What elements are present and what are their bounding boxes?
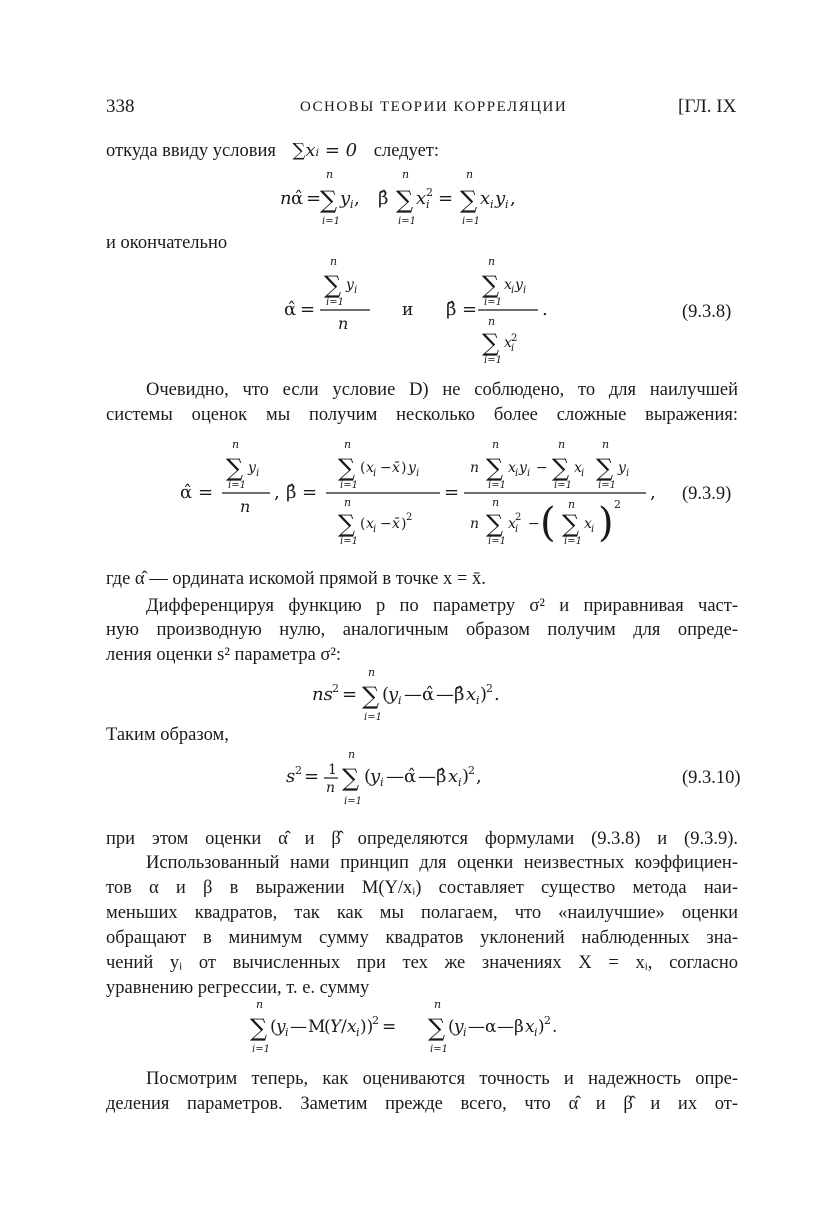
- svg-text:∑: ∑: [482, 329, 500, 357]
- condition-formula: ∑xᵢ = 0: [292, 140, 358, 161]
- svg-text:n: n: [344, 438, 352, 451]
- svg-text:=: =: [444, 482, 460, 503]
- svg-text:—: —: [290, 1017, 307, 1037]
- svg-text:∑: ∑: [486, 454, 504, 482]
- svg-text:n: n: [330, 255, 338, 268]
- text-line: Посмотрим теперь, как оцениваются точность и надежность опре-: [146, 1069, 738, 1089]
- svg-text:n: n: [568, 498, 576, 511]
- svg-text:−: −: [536, 460, 548, 476]
- svg-text:β: β: [514, 1017, 524, 1037]
- svg-text:x: x: [508, 516, 516, 532]
- svg-text:i: i: [511, 285, 515, 296]
- svg-text:i: i: [350, 198, 354, 211]
- svg-text:β̂: β̂: [378, 188, 389, 209]
- svg-text:x: x: [574, 460, 582, 476]
- svg-text:∑: ∑: [338, 454, 356, 482]
- text-span: откуда ввиду условия: [106, 141, 276, 161]
- svg-text:,: ,: [510, 188, 516, 209]
- running-title: ОСНОВЫ ТЕОРИИ КОРРЕЛЯЦИИ: [300, 99, 568, 115]
- svg-text:x: x: [584, 516, 592, 532]
- svg-text:y: y: [388, 684, 399, 705]
- svg-text:β̂: β̂: [436, 766, 447, 787]
- svg-text:i=1: i=1: [340, 480, 358, 491]
- svg-text:): ): [462, 766, 470, 787]
- svg-text:n: n: [402, 168, 410, 181]
- svg-text:n: n: [492, 438, 500, 451]
- svg-text:s: s: [286, 766, 296, 787]
- svg-text:2: 2: [372, 1014, 379, 1027]
- svg-text:∑: ∑: [482, 271, 500, 299]
- svg-text:(: (: [364, 766, 372, 787]
- svg-text:i=1: i=1: [598, 480, 616, 491]
- svg-text:α̂: α̂: [180, 482, 193, 503]
- svg-text:2: 2: [511, 333, 518, 344]
- svg-text:,: ,: [476, 766, 482, 787]
- svg-text:n: n: [338, 314, 349, 333]
- svg-text:=: =: [198, 482, 214, 503]
- text-line: ную производную нулю, аналогичным образом получим для опреде-: [106, 620, 738, 640]
- svg-text:n: n: [344, 496, 352, 509]
- svg-text:α̂: α̂: [422, 684, 435, 705]
- svg-text:i=1: i=1: [344, 796, 362, 807]
- svg-text:n: n: [256, 998, 264, 1011]
- svg-text:−: −: [528, 516, 540, 532]
- svg-text:/: /: [341, 1017, 347, 1037]
- svg-text:y: y: [515, 277, 523, 293]
- svg-text:β̂: β̂: [446, 299, 457, 320]
- svg-text:,: ,: [274, 482, 280, 503]
- svg-text:∑: ∑: [486, 510, 504, 538]
- svg-text:n: n: [326, 168, 334, 181]
- svg-text:,: ,: [650, 482, 656, 503]
- svg-text:−: −: [380, 460, 392, 476]
- text-line: деления параметров. Заметим прежде всего, что α̂ и β̂ и их от-: [106, 1094, 738, 1114]
- svg-text:n: n: [470, 460, 480, 476]
- equation-number: (9.3.8): [682, 302, 732, 322]
- svg-text:i=1: i=1: [488, 536, 506, 547]
- svg-text:∑: ∑: [226, 454, 244, 482]
- svg-text:)): )): [360, 1017, 374, 1037]
- svg-text:n: n: [470, 516, 480, 532]
- svg-text:=: =: [304, 766, 320, 787]
- equation-9-3-10: [284, 746, 564, 812]
- svg-text:(: (: [270, 1017, 277, 1037]
- svg-text:i: i: [515, 468, 519, 479]
- svg-text:n: n: [232, 438, 240, 451]
- text-span: следует:: [373, 141, 440, 161]
- svg-text:—: —: [497, 1017, 514, 1037]
- svg-text:i: i: [354, 285, 358, 296]
- svg-text:(: (: [382, 684, 390, 705]
- svg-text:): ): [401, 516, 407, 532]
- svg-text:∑: ∑: [320, 186, 338, 214]
- svg-text:n: n: [602, 438, 610, 451]
- svg-text:n: n: [280, 188, 292, 209]
- svg-text:n: n: [240, 497, 251, 516]
- svg-text:∑: ∑: [552, 454, 570, 482]
- svg-text:=: =: [300, 299, 316, 320]
- text-line: системы оценок мы получим несколько более сложные выражения:: [106, 405, 738, 425]
- svg-text:α: α: [485, 1017, 497, 1037]
- svg-text:x̄: x̄: [392, 460, 400, 476]
- svg-text:i: i: [511, 343, 515, 354]
- svg-text:=: =: [306, 188, 322, 209]
- svg-text:x: x: [480, 188, 491, 209]
- svg-text:i: i: [591, 524, 595, 535]
- chapter-label: [ГЛ. IX: [678, 96, 737, 117]
- svg-text:2: 2: [468, 764, 475, 777]
- equation-number: (9.3.9): [682, 484, 732, 504]
- text-line: Очевидно, что если условие D) не соблюдено, то для наилучшей: [146, 380, 738, 400]
- svg-text:—: —: [468, 1017, 485, 1037]
- svg-text:β̂: β̂: [454, 684, 465, 705]
- svg-text:n: n: [492, 496, 500, 509]
- svg-text:y: y: [346, 277, 354, 293]
- svg-text:n: n: [558, 438, 566, 451]
- svg-text:y: y: [370, 766, 381, 787]
- svg-text:i=1: i=1: [484, 297, 502, 308]
- svg-text:x̄: x̄: [392, 516, 400, 532]
- svg-text:2: 2: [295, 764, 302, 777]
- svg-text:.: .: [494, 684, 500, 705]
- svg-text:—: —: [404, 684, 422, 705]
- svg-text:—: —: [386, 766, 404, 787]
- svg-text:β̂: β̂: [286, 482, 297, 503]
- svg-text:n: n: [348, 748, 356, 761]
- svg-text:i: i: [256, 468, 260, 479]
- svg-text:2: 2: [544, 1014, 551, 1027]
- equation-9-3-9: [178, 436, 678, 554]
- svg-text:(: (: [448, 1017, 455, 1037]
- text-line: тов α и β в выражении M(Y/xᵢ) составляет существо метода наи-: [106, 878, 738, 898]
- svg-text:i: i: [416, 468, 420, 479]
- svg-text:n: n: [434, 998, 442, 1011]
- svg-text:2: 2: [426, 186, 433, 199]
- svg-text:i: i: [373, 524, 377, 535]
- svg-text:i: i: [398, 694, 402, 707]
- svg-text:2: 2: [614, 498, 621, 511]
- svg-text:y: y: [408, 460, 416, 476]
- text-line: уравнению регрессии, т. е. сумму: [106, 978, 370, 998]
- svg-text:=: =: [438, 188, 454, 209]
- svg-text:=: =: [342, 684, 358, 705]
- svg-text:x: x: [366, 460, 374, 476]
- svg-text:.: .: [542, 299, 548, 320]
- svg-text:y: y: [340, 188, 351, 209]
- svg-text:): ): [401, 460, 407, 476]
- svg-text:∑: ∑: [342, 764, 360, 792]
- svg-text:x: x: [366, 516, 374, 532]
- svg-text:i: i: [527, 468, 531, 479]
- svg-text:i=1: i=1: [488, 480, 506, 491]
- equation-least-squares: [248, 998, 608, 1056]
- svg-text:x: x: [466, 684, 477, 705]
- svg-text:−: −: [380, 516, 392, 532]
- svg-text:ns: ns: [312, 684, 333, 705]
- svg-text:i: i: [534, 1026, 538, 1039]
- svg-text:α̂: α̂: [284, 299, 297, 320]
- svg-text:i: i: [490, 198, 494, 211]
- svg-text:2: 2: [406, 512, 413, 523]
- svg-text:i=1: i=1: [430, 1044, 448, 1055]
- svg-text:y: y: [519, 460, 527, 476]
- svg-text:(: (: [360, 516, 366, 532]
- svg-text:): ): [598, 500, 614, 546]
- svg-text:∑: ∑: [562, 510, 580, 538]
- svg-text:=: =: [382, 1017, 397, 1037]
- svg-text:—: —: [436, 684, 454, 705]
- svg-text:(: (: [360, 460, 366, 476]
- svg-text:∑: ∑: [428, 1014, 446, 1042]
- svg-text:i=1: i=1: [252, 1044, 270, 1055]
- svg-text:i=1: i=1: [398, 216, 416, 227]
- svg-text:M: M: [308, 1017, 326, 1037]
- equation-9-3-8: [280, 255, 580, 367]
- svg-text:—: —: [418, 766, 436, 787]
- svg-text:(: (: [324, 1017, 331, 1037]
- svg-text:i: i: [476, 694, 480, 707]
- svg-text:i=1: i=1: [564, 536, 582, 547]
- normal-equations: [270, 168, 590, 230]
- svg-text:x: x: [508, 460, 516, 476]
- svg-text:i: i: [463, 1026, 467, 1039]
- svg-text:i: i: [626, 468, 630, 479]
- svg-text:x: x: [347, 1017, 357, 1037]
- svg-text:2: 2: [486, 682, 493, 695]
- svg-text:α̂: α̂: [404, 766, 417, 787]
- svg-text:y: y: [495, 188, 506, 209]
- svg-text:i: i: [380, 776, 384, 789]
- svg-text:i=1: i=1: [326, 297, 344, 308]
- svg-text:y: y: [248, 460, 256, 476]
- svg-text:и: и: [402, 300, 414, 320]
- page-number: 338: [106, 96, 135, 117]
- text-line: где α̂ — ордината искомой прямой в точке x = x̄.: [106, 569, 486, 589]
- equation-number: (9.3.10): [682, 768, 741, 788]
- svg-text:i=1: i=1: [340, 536, 358, 547]
- text-line: [106, 142, 439, 161]
- svg-text:n: n: [488, 315, 496, 328]
- svg-text:α̂: α̂: [291, 188, 304, 209]
- svg-text:i=1: i=1: [228, 480, 246, 491]
- svg-text:x: x: [416, 188, 427, 209]
- svg-text:): ): [538, 1017, 545, 1037]
- svg-text:n: n: [466, 168, 474, 181]
- svg-text:x: x: [504, 335, 512, 351]
- svg-text:1: 1: [328, 762, 337, 778]
- text-line: и окончательно: [106, 233, 228, 253]
- text-line: чений yᵢ от вычисленных при тех же значениях X = xᵢ, согласно: [106, 953, 738, 973]
- text-line: Использованный нами принцип для оценки неизвестных коэффициен-: [146, 853, 738, 873]
- svg-text:i: i: [505, 198, 509, 211]
- svg-text:i=1: i=1: [322, 216, 340, 227]
- svg-text:=: =: [462, 299, 478, 320]
- svg-text:∑: ∑: [324, 271, 342, 299]
- svg-text:i: i: [426, 198, 430, 211]
- svg-text:i: i: [356, 1026, 360, 1039]
- svg-text:y: y: [618, 460, 626, 476]
- svg-text:n: n: [368, 666, 376, 679]
- svg-text:): ): [480, 684, 488, 705]
- svg-text:i: i: [581, 468, 585, 479]
- svg-text:∑: ∑: [338, 510, 356, 538]
- svg-text:∑: ∑: [396, 186, 414, 214]
- svg-text:x: x: [448, 766, 459, 787]
- svg-text:y: y: [454, 1017, 464, 1037]
- svg-text:i: i: [373, 468, 377, 479]
- svg-text:∑: ∑: [460, 186, 478, 214]
- svg-text:i=1: i=1: [364, 712, 382, 723]
- text-line: Таким образом,: [106, 725, 229, 745]
- svg-text:i=1: i=1: [484, 355, 502, 366]
- svg-text:=: =: [302, 482, 318, 503]
- text-line: обращают в минимум сумму квадратов уклонений наблюденных зна-: [106, 928, 738, 948]
- svg-text:∑: ∑: [596, 454, 614, 482]
- svg-text:n: n: [326, 780, 336, 796]
- svg-text:,: ,: [354, 188, 360, 209]
- svg-text:.: .: [552, 1017, 558, 1037]
- svg-text:i: i: [458, 776, 462, 789]
- equation-ns2: [310, 666, 570, 724]
- svg-text:2: 2: [515, 512, 522, 523]
- svg-text:x: x: [525, 1017, 535, 1037]
- svg-text:i: i: [523, 285, 527, 296]
- svg-text:i: i: [285, 1026, 289, 1039]
- text-line: Дифференцируя функцию p по параметру σ² и приравнивая част-: [146, 596, 738, 616]
- svg-text:i=1: i=1: [462, 216, 480, 227]
- svg-text:n: n: [488, 255, 496, 268]
- svg-text:x: x: [504, 277, 512, 293]
- svg-text:Y: Y: [330, 1017, 342, 1037]
- svg-text:∑: ∑: [362, 682, 380, 710]
- text-line: ления оценки s² параметра σ²:: [106, 645, 342, 665]
- text-line: меньших квадратов, так как мы полагаем, что «наилучшие» оценки: [106, 903, 738, 923]
- svg-text:i=1: i=1: [554, 480, 572, 491]
- svg-text:∑: ∑: [250, 1014, 268, 1042]
- text-line: при этом оценки α̂ и β̂ определяются формулами (9.3.8) и (9.3.9).: [106, 829, 738, 849]
- svg-text:i: i: [515, 524, 519, 535]
- svg-text:y: y: [276, 1017, 286, 1037]
- svg-text:(: (: [540, 500, 556, 546]
- svg-text:2: 2: [332, 682, 339, 695]
